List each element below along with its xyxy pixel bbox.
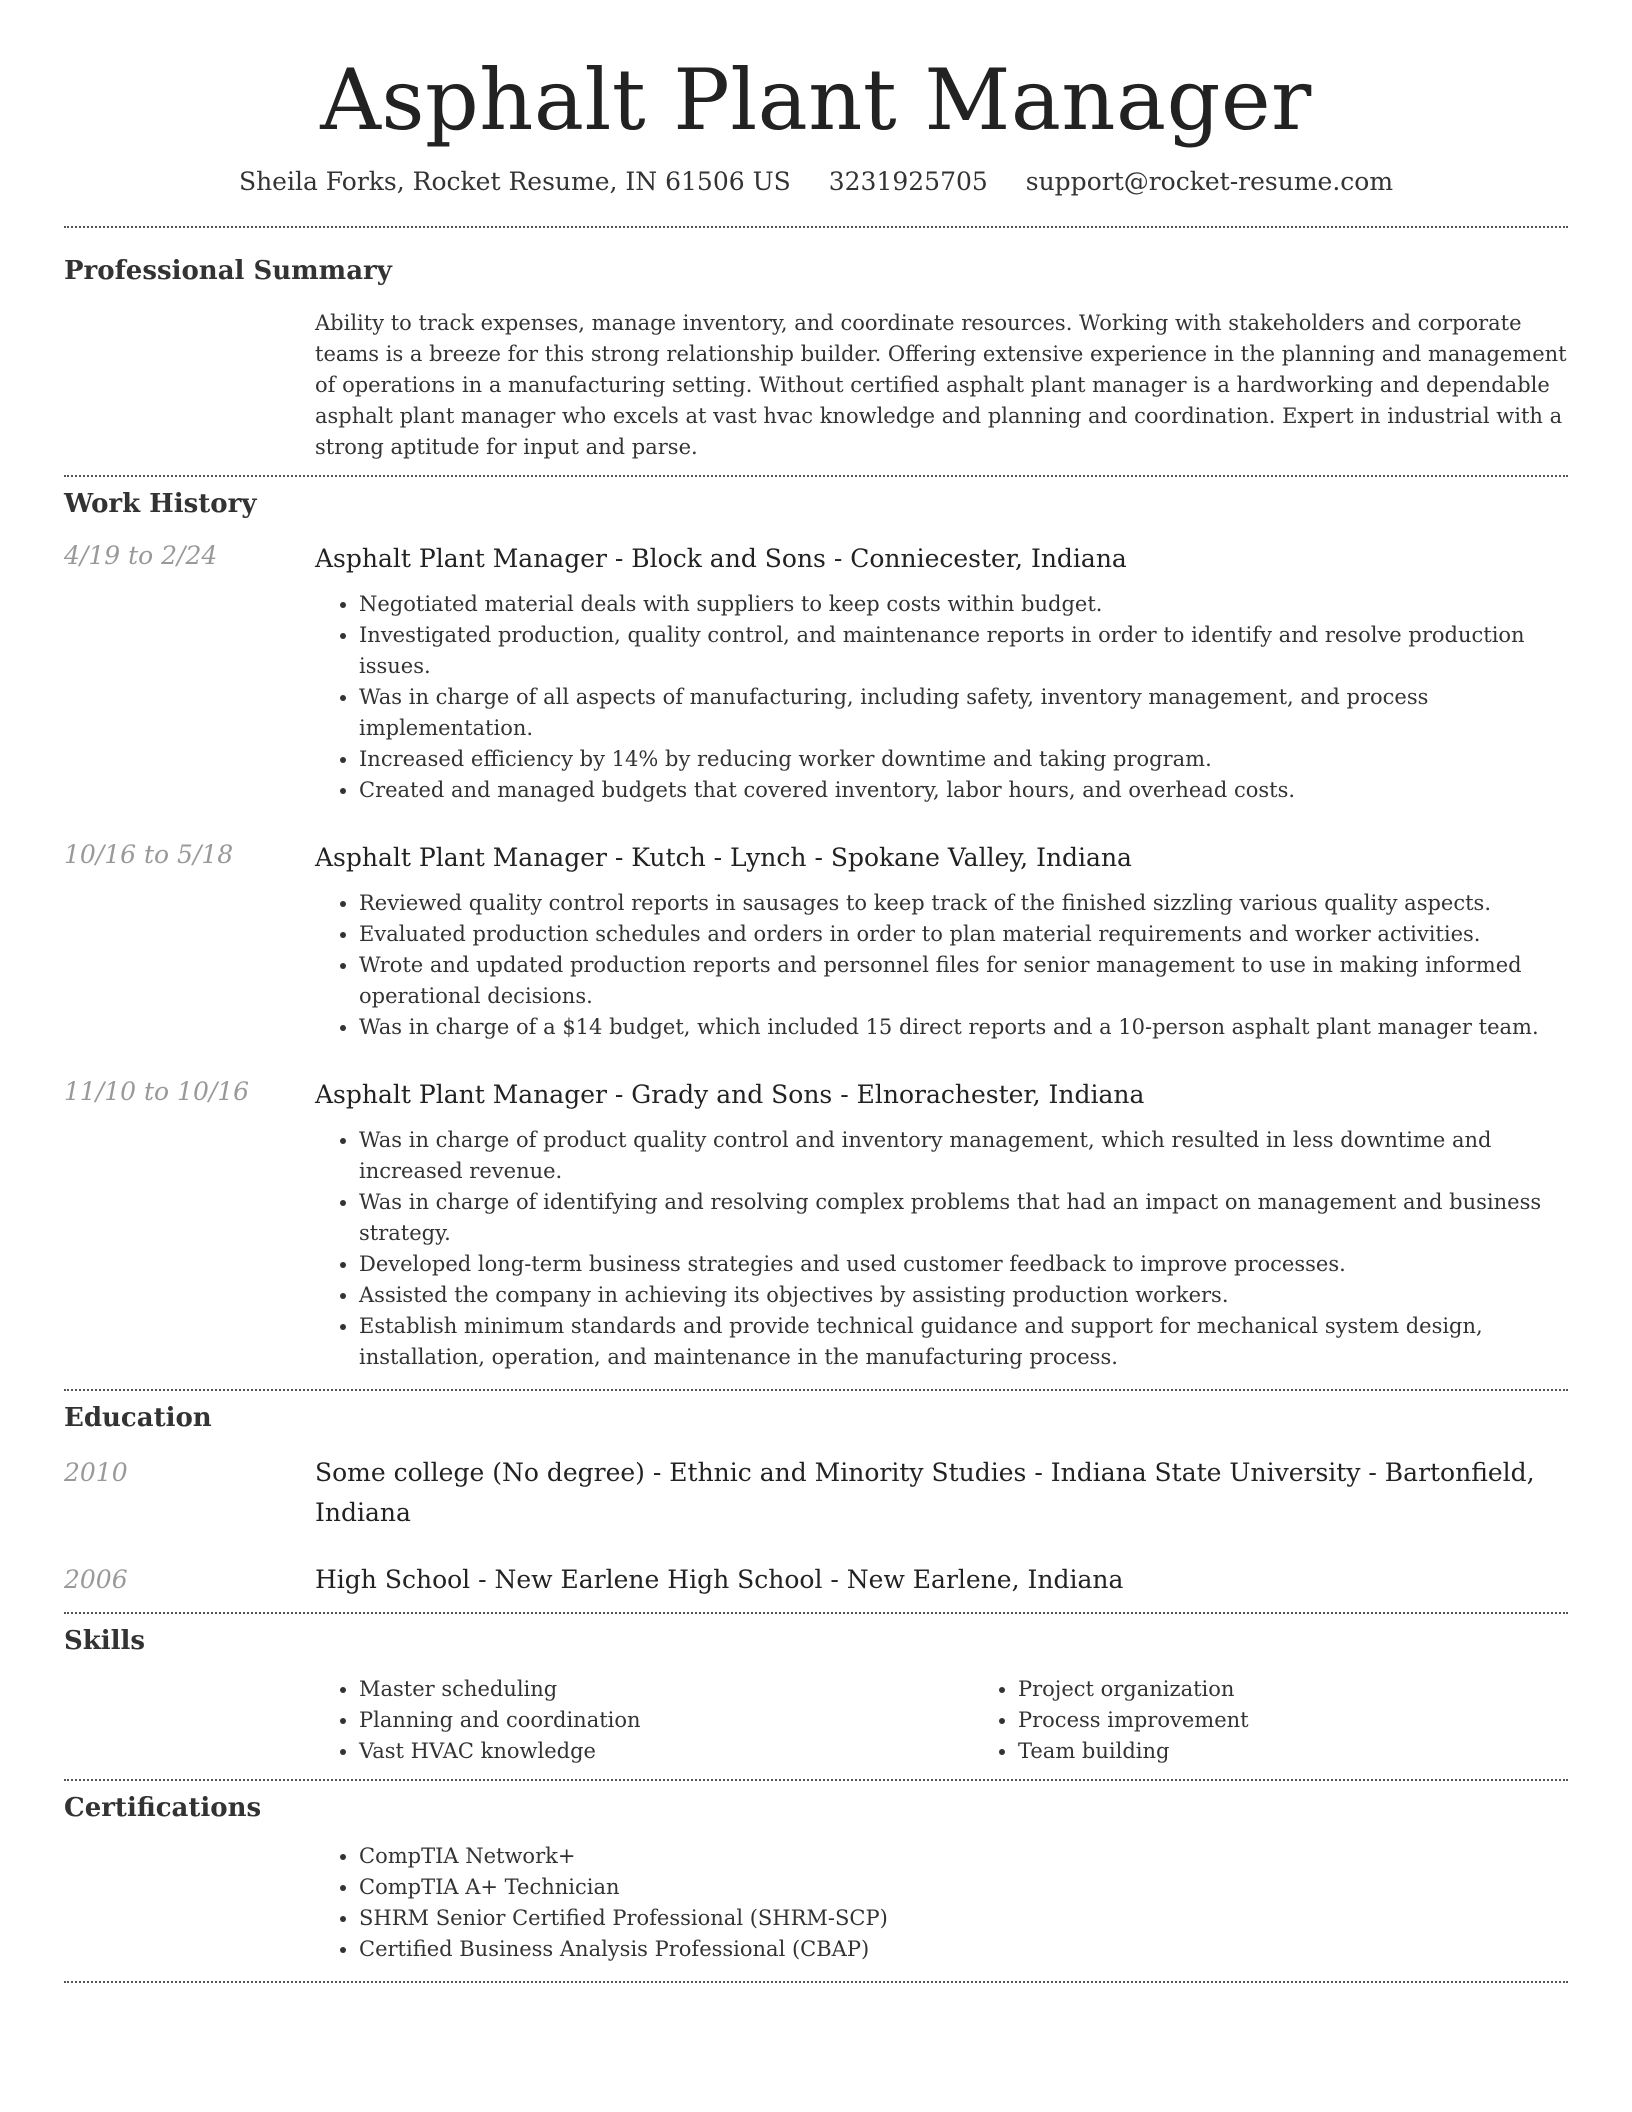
contact-line	[64, 167, 1568, 196]
skills-title: Skills	[64, 1625, 146, 1656]
education-heading: Some college (No degree) - Ethnic and Minority Studies - Indiana State University - Bartonfield, Indiana	[315, 1457, 1535, 1527]
list-item: • CompTIA Network+	[359, 1841, 1568, 1872]
job-entry	[64, 840, 1568, 1043]
list-item: • Team building	[1018, 1736, 1632, 1767]
resume-header	[64, 0, 1568, 196]
job-entry	[64, 541, 1568, 806]
work-history-section	[64, 477, 1568, 1373]
list-item: • Project organization	[1018, 1674, 1632, 1705]
summary-title: Professional Summary	[64, 255, 392, 286]
education-entry	[64, 1560, 1568, 1600]
divider	[64, 1981, 1568, 1983]
certifications-list	[315, 1841, 1568, 1965]
summary-section	[64, 228, 1568, 475]
list-item: • Was in charge of product quality control and inventory management, which resulted in less downtime and increased revenue.	[359, 1125, 1568, 1187]
list-item: • Increased efficiency by 14% by reducing worker downtime and taking program.	[359, 744, 1568, 775]
resume-name: Asphalt Plant Manager	[320, 51, 1312, 149]
job-bullets	[315, 589, 1568, 806]
job-heading: Asphalt Plant Manager - Kutch - Lynch - Spokane Valley, Indiana	[315, 842, 1132, 872]
job-dates: 4/19 to 2/24	[64, 540, 218, 570]
education-year: 2010	[64, 1457, 128, 1487]
list-item: • Planning and coordination	[359, 1705, 974, 1736]
skills-column	[974, 1674, 1632, 1767]
list-item: • Created and managed budgets that covered inventory, labor hours, and overhead costs.	[359, 775, 1568, 806]
skills-list	[315, 1674, 1632, 1767]
list-item: • Reviewed quality control reports in sausages to keep track of the finished sizzling various quality aspects.	[359, 888, 1568, 919]
list-item: • SHRM Senior Certified Professional (SHRM-SCP)	[359, 1903, 1568, 1934]
education-heading: High School - New Earlene High School - New Earlene, Indiana	[315, 1564, 1124, 1594]
education-section	[64, 1391, 1568, 1600]
certifications-title: Certifications	[64, 1792, 262, 1823]
list-item: • Certified Business Analysis Professional (CBAP)	[359, 1934, 1568, 1965]
job-heading: Asphalt Plant Manager - Block and Sons - Conniecester, Indiana	[315, 543, 1127, 573]
list-item: • Master scheduling	[359, 1674, 974, 1705]
skills-column	[315, 1674, 974, 1767]
list-item: • Negotiated material deals with suppliers to keep costs within budget.	[359, 589, 1568, 620]
list-item: • Developed long-term business strategies and used customer feedback to improve processes.	[359, 1249, 1568, 1280]
contact-email: support@rocket-resume.com	[1025, 166, 1394, 196]
list-item: • Evaluated production schedules and orders in order to plan material requirements and worker activities.	[359, 919, 1568, 950]
work-history-title: Work History	[64, 488, 257, 519]
list-item: • Was in charge of identifying and resolving complex problems that had an impact on management and business strategy.	[359, 1187, 1568, 1249]
job-heading: Asphalt Plant Manager - Grady and Sons - Elnorachester, Indiana	[315, 1079, 1145, 1109]
job-entry	[64, 1077, 1568, 1373]
list-item: • Assisted the company in achieving its objectives by assisting production workers.	[359, 1280, 1568, 1311]
summary-text: Ability to track expenses, manage inventory, and coordinate resources. Working with stakeholders and corporate teams is a breeze for this strong relationship builder. Offering extensive experience in the planning and management of operations in a manufacturing setting. Without certified asphalt plant manager is a hardworking and dependable asphalt plant manager who excels at vast hvac knowledge and planning and coordination. Expert in industrial with a strong aptitude for input and parse.	[315, 310, 1567, 459]
list-item: • Establish minimum standards and provide technical guidance and support for mechanical system design, installation, operation, and maintenance in the manufacturing process.	[359, 1311, 1568, 1373]
list-item: • Was in charge of a $14 budget, which included 15 direct reports and a 10-person asphalt plant manager team.	[359, 1012, 1568, 1043]
education-title: Education	[64, 1402, 212, 1433]
job-dates: 11/10 to 10/16	[64, 1076, 250, 1106]
list-item: • Wrote and updated production reports and personnel files for senior management to use in making informed operational decisions.	[359, 950, 1568, 1012]
list-item: • CompTIA A+ Technician	[359, 1872, 1568, 1903]
skills-section	[64, 1614, 1568, 1779]
list-item: • Was in charge of all aspects of manufacturing, including safety, inventory management, and process implementation.	[359, 682, 1568, 744]
job-bullets	[315, 888, 1568, 1043]
list-item: • Investigated production, quality control, and maintenance reports in order to identify and resolve production issues.	[359, 620, 1568, 682]
certifications-section	[64, 1781, 1568, 1981]
education-entry	[64, 1453, 1568, 1533]
contact-address: Sheila Forks, Rocket Resume, IN 61506 US	[238, 166, 791, 196]
list-item: • Vast HVAC knowledge	[359, 1736, 974, 1767]
job-dates: 10/16 to 5/18	[64, 839, 234, 869]
education-year: 2006	[64, 1564, 128, 1594]
contact-phone: 3231925705	[828, 166, 988, 196]
job-bullets	[315, 1125, 1568, 1373]
list-item: • Process improvement	[1018, 1705, 1632, 1736]
